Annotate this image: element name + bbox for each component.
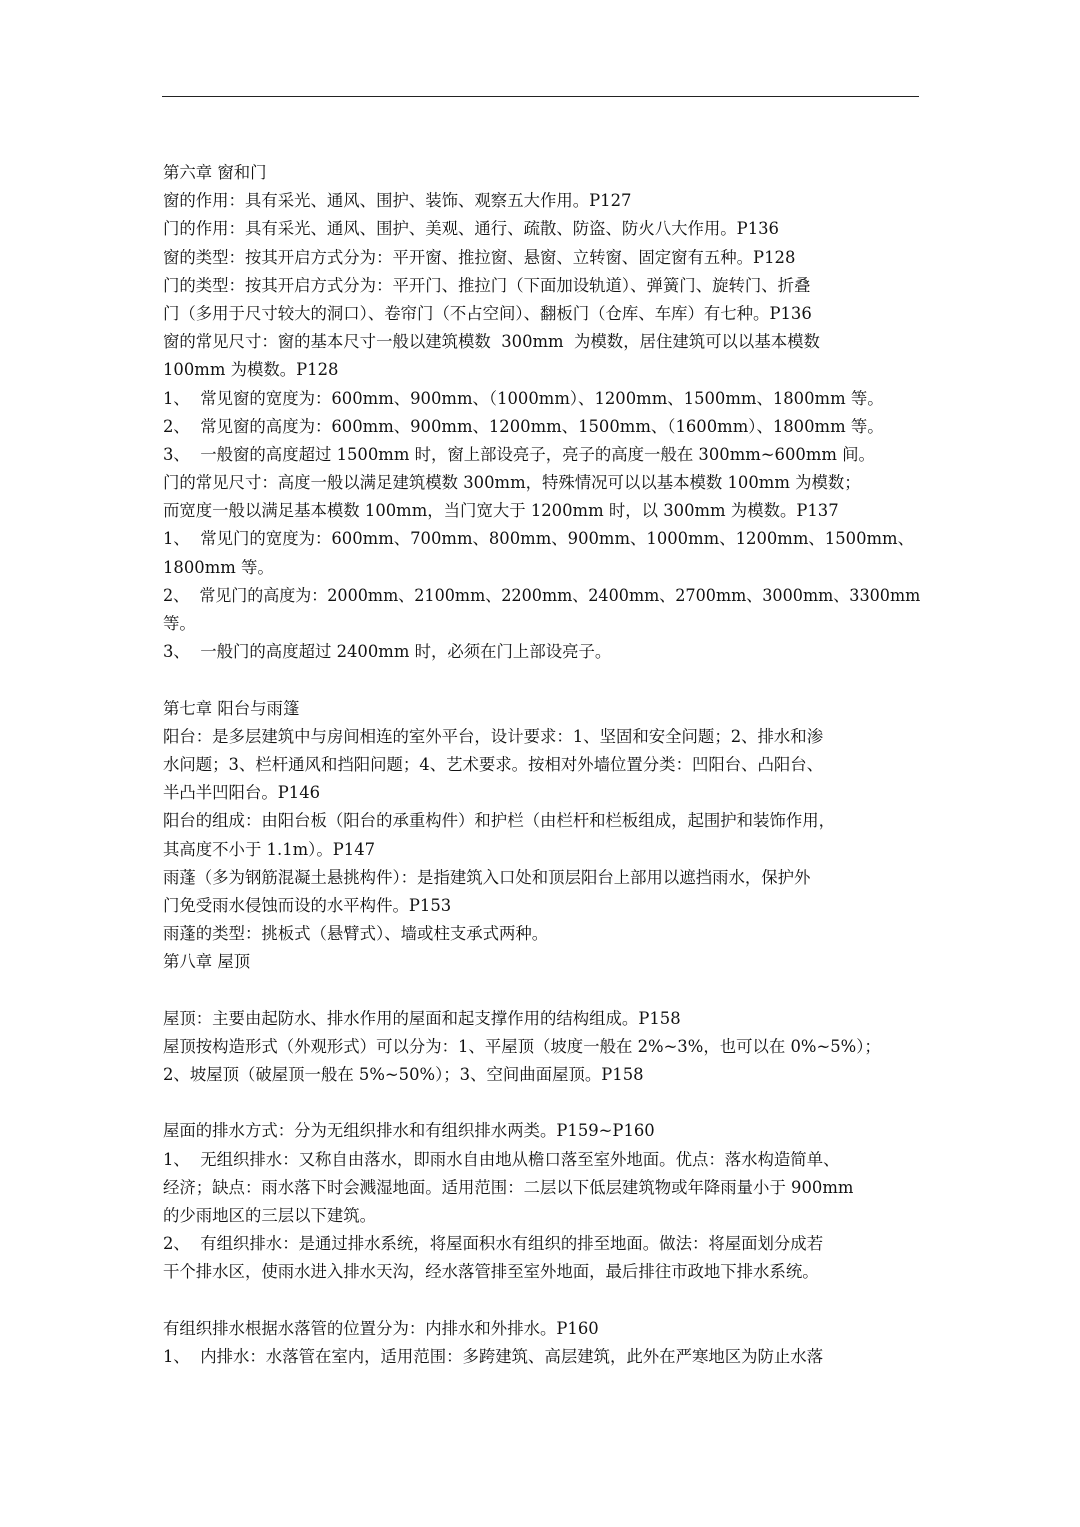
text-line: 2、 常见门的高度为：2000mm、2100mm、2200mm、2400mm、2700mm、3000mm、3300mm bbox=[163, 585, 921, 605]
text-line: 经济；缺点：雨水落下时会溅湿地面。适用范围：二层以下低层建筑物或年降雨量小于 900mm bbox=[163, 1177, 854, 1197]
text-line: 有组织排水根据水落管的位置分为：内排水和外排水。P160 bbox=[163, 1318, 599, 1338]
text-line: 第七章 阳台与雨篷 bbox=[163, 698, 300, 718]
text-line: 屋顶：主要由起防水、排水作用的屋面和起支撑作用的结构组成。P158 bbox=[163, 1008, 681, 1028]
text-line: 窗的作用：具有采光、通风、围护、装饰、观察五大作用。P127 bbox=[163, 191, 632, 211]
blank-line bbox=[163, 1089, 920, 1117]
text-line: 阳台：是多层建筑中与房间相连的室外平台，设计要求：1、坚固和安全问题；2、排水和渗 bbox=[163, 726, 824, 746]
text-line: 1、 无组织排水：又称自由落水，即雨水自由地从檐口落至室外地面。优点：落水构造简单、 bbox=[163, 1149, 840, 1169]
text-line: 门的作用：具有采光、通风、围护、美观、通行、疏散、防盗、防火八大作用。P136 bbox=[163, 219, 779, 239]
text-line: 第六章 窗和门 bbox=[163, 163, 267, 182]
document-body bbox=[163, 159, 920, 1371]
text-line: 门的类型：按其开启方式分为：平开门、推拉门（下面加设轨道）、弹簧门、旋转门、折叠 bbox=[163, 275, 811, 295]
text-line: 的少雨地区的三层以下建筑。 bbox=[163, 1205, 377, 1225]
blank-line bbox=[163, 1287, 920, 1315]
text-line: 窗的类型：按其开启方式分为：平开窗、推拉窗、悬窗、立转窗、固定窗有五种。P128 bbox=[163, 247, 796, 267]
text-line: 2、 有组织排水：是通过排水系统，将屋面积水有组织的排至地面。做法：将屋面划分成若 bbox=[163, 1234, 824, 1254]
text-line: 1800mm 等。 bbox=[163, 557, 274, 577]
text-line: 门（多用于尺寸较大的洞口）、卷帘门（不占空间）、翻板门（仓库、车库）有七种。P136 bbox=[163, 303, 812, 323]
text-line: 阳台的组成：由阳台板（阳台的承重构件）和护栏（由栏杆和栏板组成，起围护和装饰作用， bbox=[163, 811, 836, 831]
text-line: 3、 一般窗的高度超过 1500mm 时，窗上部设亮子，亮子的高度一般在 300mm~600mm 间。 bbox=[163, 444, 875, 464]
blank-line bbox=[163, 666, 920, 694]
text-line: 水问题；3、栏杆通风和挡阳问题；4、艺术要求。按相对外墙位置分类：凹阳台、凸阳台、 bbox=[163, 754, 824, 774]
text-line: 半凸半凹阳台。P146 bbox=[163, 783, 321, 803]
text-line: 干个排水区，使雨水进入排水天沟，经水落管排至室外地面，最后排往市政地下排水系统。 bbox=[163, 1262, 819, 1282]
text-line: 门免受雨水侵蚀而设的水平构件。P153 bbox=[163, 895, 452, 915]
blank-line bbox=[163, 976, 920, 1004]
text-line: 1、 常见窗的宽度为：600mm、900mm、（1000mm）、1200mm、1500mm、1800mm 等。 bbox=[163, 388, 884, 408]
text-line: 门的常见尺寸：高度一般以满足建筑模数 300mm，特殊情况可以以基本模数 100mm 为模数； bbox=[163, 473, 861, 493]
text-line: 屋面的排水方式：分为无组织排水和有组织排水两类。P159~P160 bbox=[163, 1121, 655, 1141]
text-line: 1、 常见门的宽度为：600mm、700mm、800mm、900mm、1000mm、1200mm、1500mm、 bbox=[163, 529, 914, 549]
text-line: 1、 内排水：水落管在室内，适用范围：多跨建筑、高层建筑，此外在严寒地区为防止水落 bbox=[163, 1346, 824, 1366]
text-line: 100mm 为模数。P128 bbox=[163, 360, 339, 380]
text-line: 雨蓬（多为钢筋混凝土悬挑构件）：是指建筑入口处和顶层阳台上部用以遮挡雨水，保护外 bbox=[163, 867, 811, 887]
text-line: 3、 一般门的高度超过 2400mm 时，必须在门上部设亮子。 bbox=[163, 642, 612, 662]
text-line: 2、坡屋顶（破屋顶一般在 5%~50%）；3、空间曲面屋顶。P158 bbox=[163, 1065, 644, 1084]
text-line: 窗的常见尺寸：窗的基本尺寸一般以建筑模数 300mm 为模数，居住建筑可以以基本模数 bbox=[163, 332, 820, 352]
text-line: 屋顶按构造形式（外观形式）可以分为：1、平屋顶（坡度一般在 2%~3%，也可以在 0%~5%）； bbox=[163, 1036, 881, 1056]
text-line: 第八章 屋顶 bbox=[163, 952, 251, 972]
text-line: 等。 bbox=[163, 614, 196, 633]
text-line: 而宽度一般以满足基本模数 100mm，当门宽大于 1200mm 时，以 300mm 为模数。P137 bbox=[163, 501, 839, 521]
text-line: 其高度不小于 1.1m）。P147 bbox=[163, 839, 376, 859]
header-rule bbox=[162, 96, 919, 97]
text-line: 2、 常见窗的高度为：600mm、900mm、1200mm、1500mm、（1600mm）、1800mm 等。 bbox=[163, 416, 884, 436]
text-line: 雨蓬的类型：挑板式（悬臂式）、墙或柱支承式两种。 bbox=[163, 924, 549, 944]
